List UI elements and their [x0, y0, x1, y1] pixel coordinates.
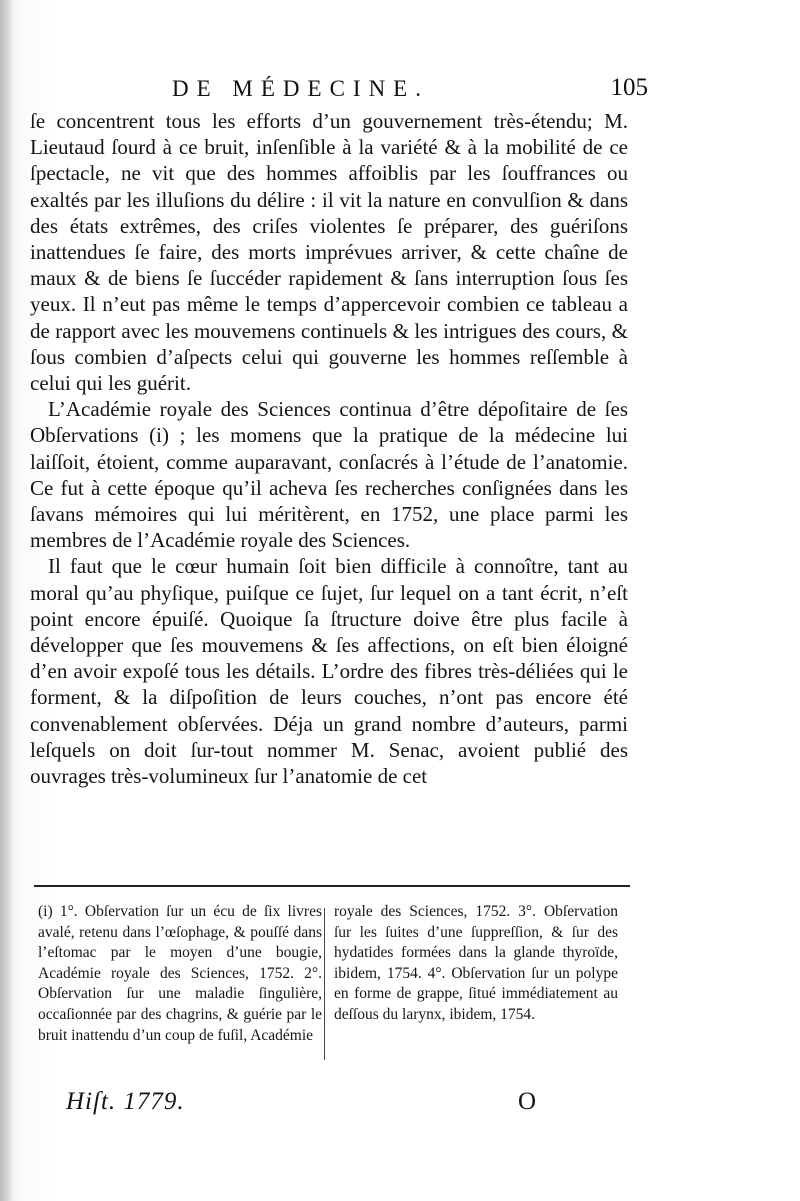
gutter-shadow: [0, 0, 14, 1201]
footnote-rule: [34, 885, 630, 887]
footnote-right-column: royale des Sciences, 1752. 3°. Obſervation ſur les ſuites d’une ſuppreſſion, & ſur des hydatides formées dans la glande thyroïde, ibidem, 1754. 4°. Obſervation ſur un polype en forme de grappe, ſitué immédiatement au deſſous du larynx, ibidem, 1754.: [334, 903, 618, 1023]
paragraph: L’Académie royale des Sciences continua d’être dépoſitaire de ſes Obſervations (i) ; les momens que la pratique de la médecine lui laiſſoit, étoient, comme auparavant, conſacrés à l’étude de l’anatomie. Ce fut à cette époque qu’il acheva ſes recherches conſignées dans les ſavans mémoires qui lui méritèrent, en 1752, une place parmi les membres de l’Académie royale des Sciences.: [30, 397, 628, 553]
signature-mark: O: [518, 1088, 537, 1115]
footnote-left-column: (i) 1°. Obſervation ſur un écu de ſix livres avalé, retenu dans l’œſophage, & pouſſé dans l’eſtomac par le moyen d’une bougie, Académie royale des Sciences, 1752. 2°. Obſervation ſur une maladie ſingulière, occaſionnée par des chagrins, & guérie par le bruit inattendu d’un coup de fuſil, Académie: [38, 903, 322, 1044]
paragraph: Il faut que le cœur humain ſoit bien difficile à connoître, tant au moral qu’au phyſique, puiſque ce ſujet, ſur lequel on a tant écrit, n’eſt point encore épuiſé. Quoique ſa ſtructure doive être plus facile à développer que ſes mouvemens & ſes affections, on eſt bien éloigné d’en avoir expoſé tous les détails. L’ordre des fibres très-déliées qui le forment, & la diſpoſition de leurs couches, n’ont pas encore été convenablement obſervées. Déja un grand nombre d’auteurs, parmi leſquels on doit ſur-tout nommer M. Senac, avoient publié des ouvrages très-volumineux ſur l’anatomie de cet: [30, 554, 628, 789]
page-number: 105: [610, 74, 648, 101]
column-divider: [324, 908, 325, 1060]
running-title: DE MÉDECINE.: [172, 76, 429, 101]
footnote-block: [34, 902, 630, 1102]
main-text: [30, 108, 628, 789]
volume-mark: Hiſt. 1779.: [66, 1088, 185, 1115]
paragraph: ſe concentrent tous les efforts d’un gouvernement très-étendu; M. Lieutaud ſourd à ce bruit, inſenſible à la variété & à la mobilité de ce ſpectacle, ne vit que des hommes affoiblis par les ſouffrances ou exaltés par les illuſions du délire : il vit la nature en convulſion & dans des états extrêmes, des criſes violentes ſe préparer, des guériſons inattendues ſe faire, des morts imprévues arriver, & cette chaîne de maux & de biens ſe ſuccéder rapidement & ſans interruption ſous ſes yeux. Il n’eut pas même le temps d’appercevoir combien ce tableau a de rapport avec les mouvemens continuels & les intrigues des cours, & ſous combien d’aſpects celui qui gouverne les hommes reſſemble à celui qui les guérit.: [30, 109, 628, 396]
